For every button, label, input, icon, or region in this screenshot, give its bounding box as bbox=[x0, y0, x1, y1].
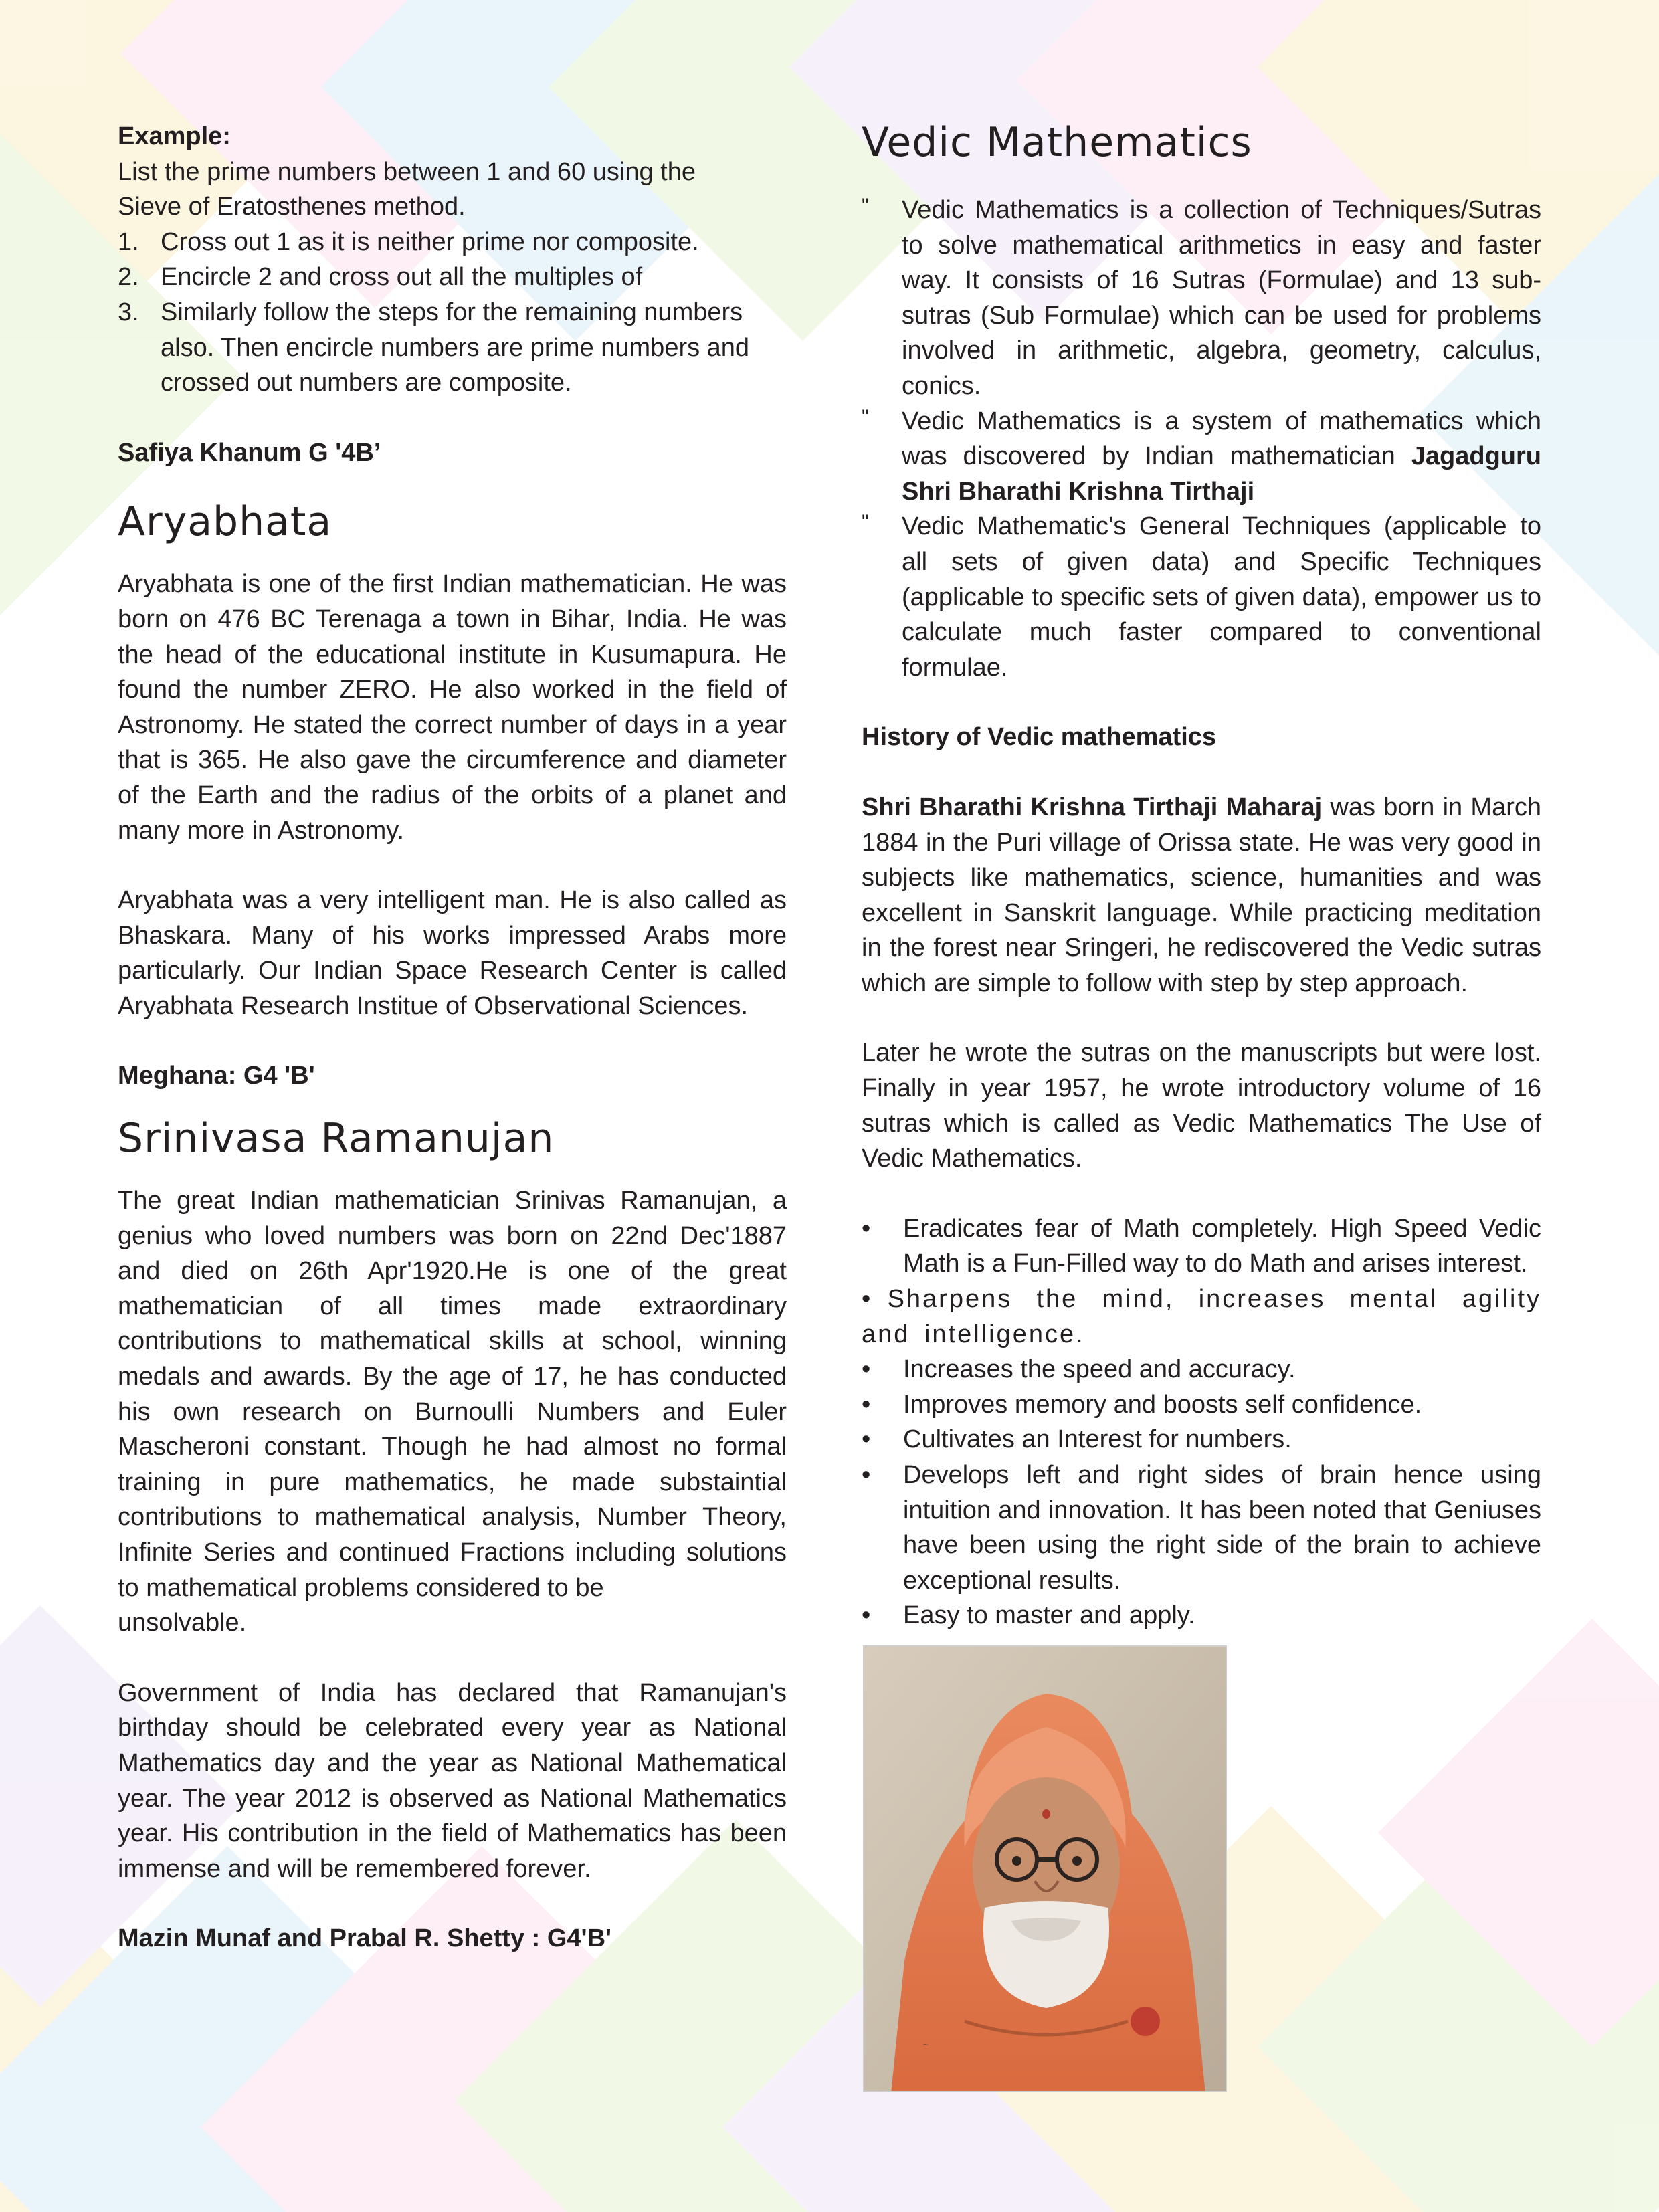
benefit-item bbox=[862, 1387, 1541, 1423]
vedic-heading: Vedic Mathematics bbox=[862, 119, 1252, 166]
benefit-item bbox=[862, 1598, 1541, 1633]
aryabhata-paragraph-2: Aryabhata was a very intelligent man. He is also called as Bhaskara. Many of his works impressed Arabs more particularly. Our Indian Space Research Center is called Aryabhata Research Institue of Observational Sciences. bbox=[118, 886, 787, 1020]
step-text: Encircle 2 and cross out all the multiples of bbox=[161, 263, 643, 292]
history-paragraph-1-text: was born in March 1884 in the Puri village of Orissa state. He was very good in subjects like mathematics, science, humanities and was excellent in Sanskrit language. While practicing meditation in the forest near Sringeri, he rediscovered the Vedic sutras which are simple to follow with step by step approach. bbox=[862, 793, 1541, 997]
bullet-icon: • bbox=[862, 1355, 871, 1384]
aryabhata-heading: Aryabhata bbox=[118, 498, 332, 546]
bullet-icon: • bbox=[862, 1425, 871, 1454]
benefit-text: Improves memory and boosts self confidence. bbox=[903, 1390, 1422, 1419]
bullet-icon: • bbox=[862, 1390, 871, 1419]
benefit-text: Sharpens the mind, increases mental agility and intelligence. bbox=[862, 1285, 1542, 1348]
example-step bbox=[118, 295, 787, 401]
bullet-icon: • bbox=[862, 1214, 871, 1243]
aryabhata-author: Meghana: G4 'B' bbox=[118, 1062, 315, 1090]
aryabhata-paragraph-1: Aryabhata is one of the first Indian mathematician. He was born on 476 BC Terenaga a town in Bihar, India. He was the head of the educational institute in Kusumapura. He found the number ZERO. He also worked in the field of Astronomy. He stated the correct number of days in a year that is 365. He also gave the circumference and diameter of the Earth and the radius of the orbits of a planet and many more in Astronomy. bbox=[118, 570, 787, 845]
ramanujan-paragraph-1-end: unsolvable. bbox=[118, 1609, 247, 1637]
benefit-text: Increases the speed and accuracy. bbox=[903, 1355, 1296, 1384]
benefit-item bbox=[862, 1211, 1541, 1282]
benefit-item bbox=[862, 1282, 1541, 1352]
bullet-icon: • bbox=[862, 1461, 871, 1489]
step-number: 1. bbox=[118, 227, 139, 256]
vedic-point bbox=[862, 193, 1541, 404]
example-step bbox=[118, 260, 787, 295]
aryabhata-section bbox=[118, 498, 787, 1094]
quote-mark: " bbox=[862, 511, 869, 534]
example-intro-line-1: List the prime numbers between 1 and 60 using the bbox=[118, 157, 696, 186]
ramanujan-section bbox=[118, 1115, 787, 1956]
history-paragraph-2: Later he wrote the sutras on the manuscripts but were lost. Finally in year 1957, he wrote introductory volume of 16 sutras which is called as Vedic Mathematics The Use of Vedic Mathematics. bbox=[862, 1039, 1541, 1173]
ramanujan-paragraph-1-text: The great Indian mathematician Srinivas Ramanujan, a genius who loved numbers was born on 22nd Dec'1887 and died on 26th Apr'1920.He is one of the great mathematician of all times made extraordinary contributions to mathematical skills at school, winning medals and awards. By the age of 17, he has conducted his own research on Burnoulli Numbers and Euler Mascheroni constant. Though he had almost no formal training in pure mathematics, he made substaintial contributions to mathematical analysis, Number Theory, Infinite Series and continued Fractions including solutions to mathematical problems considered to be bbox=[118, 1187, 787, 1602]
portrait-signature: ~ bbox=[923, 2039, 929, 2050]
benefit-text: Cultivates an Interest for numbers. bbox=[903, 1425, 1292, 1454]
right-column bbox=[862, 119, 1541, 1633]
quote-mark: " bbox=[862, 405, 869, 428]
ramanujan-author: Mazin Munaf and Prabal R. Shetty : G4'B' bbox=[118, 1924, 612, 1953]
quote-mark: " bbox=[862, 195, 869, 217]
vedic-point-text-bold: Jagadguru Shri Bharathi Krishna Tirthaji bbox=[902, 442, 1541, 506]
step-number: 3. bbox=[118, 298, 139, 326]
ramanujan-paragraph-2: Government of India has declared that Ramanujan's birthday should be celebrated every year as National Mathematics day and the year as National Mathematical year. The year 2012 is observed as National Mathematics year. His contribution in the field of Mathematics has been immense and will be remembered forever. bbox=[118, 1678, 787, 1883]
left-column bbox=[118, 119, 787, 1956]
example-section bbox=[118, 119, 787, 470]
history-paragraph-1 bbox=[862, 790, 1541, 1001]
vedic-point bbox=[862, 404, 1541, 510]
ramanujan-paragraph-1 bbox=[118, 1183, 787, 1641]
example-label: Example: bbox=[118, 122, 231, 150]
bullet-icon: • bbox=[862, 1601, 871, 1630]
example-intro-line-2: Sieve of Eratosthenes method. bbox=[118, 193, 466, 221]
benefit-item bbox=[862, 1422, 1541, 1457]
benefit-text: Easy to master and apply. bbox=[903, 1601, 1195, 1630]
benefit-item bbox=[862, 1352, 1541, 1387]
vedic-point-text-regular: Vedic Mathematics is a system of mathematics which was discovered by Indian mathematician bbox=[902, 407, 1541, 471]
portrait-photo bbox=[863, 1645, 1227, 2092]
vedic-point-text: Vedic Mathematic's General Techniques (applicable to all sets of given data) and Specific Techniques (applicable to specific sets of given data), empower us to calculate much faster compared to conventional formulae. bbox=[902, 512, 1541, 682]
example-author: Safiya Khanum G '4B’ bbox=[118, 438, 381, 467]
history-heading: History of Vedic mathematics bbox=[862, 723, 1217, 752]
benefit-item bbox=[862, 1457, 1541, 1598]
benefit-text: Eradicates fear of Math completely. High Speed Vedic Math is a Fun-Filled way to do Math and arises interest. bbox=[903, 1214, 1541, 1278]
benefit-text: Develops left and right sides of brain hence using intuition and innovation. It has been noted that Geniuses have been using the right side of the brain to achieve exceptional results. bbox=[903, 1461, 1541, 1595]
vedic-point-text: Vedic Mathematics is a collection of Techniques/Sutras to solve mathematical arithmetics in easy and faster way. It consists of 16 Sutras (Formulae) and 13 sub-sutras (Sub Formulae) which can be used for problems involved in arithmetic, algebra, geometry, calculus, conics. bbox=[902, 196, 1541, 400]
example-step bbox=[118, 225, 787, 260]
bullet-icon: • bbox=[862, 1285, 871, 1314]
ramanujan-heading: Srinivasa Ramanujan bbox=[118, 1115, 555, 1163]
history-name: Shri Bharathi Krishna Tirthaji Maharaj bbox=[862, 793, 1323, 821]
step-number: 2. bbox=[118, 263, 139, 292]
step-text: Similarly follow the steps for the remaining numbers also. Then encircle numbers are prime numbers and crossed out numbers are composite. bbox=[161, 298, 750, 397]
step-text: Cross out 1 as it is neither prime nor composite. bbox=[161, 227, 699, 256]
portrait-illustration bbox=[864, 1647, 1227, 2092]
vedic-point-text bbox=[902, 404, 1541, 510]
vedic-point bbox=[862, 509, 1541, 685]
